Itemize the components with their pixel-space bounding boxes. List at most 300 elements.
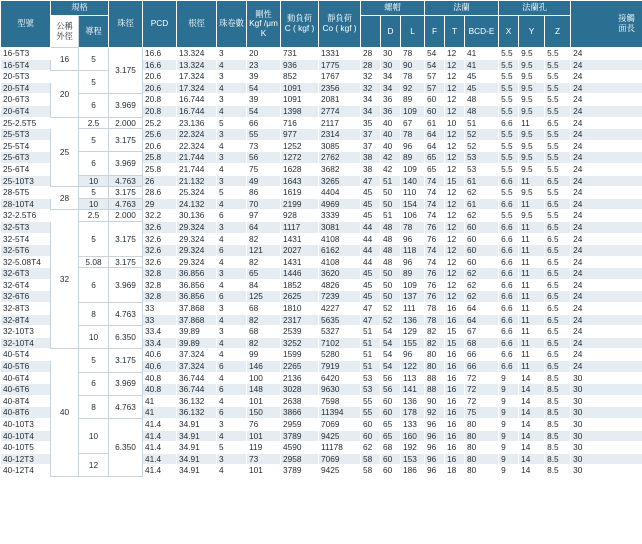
cell-mount-S: 24 bbox=[571, 163, 642, 175]
cell-mount-S: 24 bbox=[571, 117, 642, 129]
cell-stiffness: 101 bbox=[247, 395, 281, 407]
cell-fl-F: 90 bbox=[425, 395, 445, 407]
cell-nut-D: 32 bbox=[361, 71, 381, 83]
cell-dyn-load: 977 bbox=[281, 129, 319, 141]
cell-circuits: 3 bbox=[217, 152, 247, 164]
cell-root-dia: 34.91 bbox=[177, 419, 217, 431]
cell-nut-D: 62 bbox=[361, 442, 381, 454]
cell-fh-X: 5.5 bbox=[499, 129, 519, 141]
cell-stiffness: 55 bbox=[247, 129, 281, 141]
cell-static-load: 4969 bbox=[319, 198, 361, 210]
cell-mount-S: 24 bbox=[571, 48, 642, 60]
cell-pcd: 33.4 bbox=[143, 337, 177, 349]
cell-lead: 10 bbox=[79, 326, 109, 349]
cell-nut-D2: 56 bbox=[381, 384, 401, 396]
cell-fh-X: 6.6 bbox=[499, 303, 519, 315]
cell-fl-F: 76 bbox=[425, 221, 445, 233]
cell-static-load: 4227 bbox=[319, 303, 361, 315]
cell-model: 40-10T4 bbox=[1, 430, 51, 442]
cell-static-load: 1775 bbox=[319, 59, 361, 71]
cell-fl-F: 74 bbox=[425, 210, 445, 222]
cell-nut-L: 153 bbox=[401, 453, 425, 465]
cell-stiffness: 70 bbox=[247, 198, 281, 210]
cell-fl-T: 12 bbox=[445, 140, 465, 152]
cell-nominal-od: 16 bbox=[51, 48, 79, 71]
cell-dyn-load: 1398 bbox=[281, 105, 319, 117]
cell-fh-X: 5.5 bbox=[499, 163, 519, 175]
cell-fh-Z: 8.5 bbox=[545, 465, 571, 477]
cell-model: 32-6T3 bbox=[1, 268, 51, 280]
cell-fh-Z: 5.5 bbox=[545, 59, 571, 71]
cell-model: 25-6T4 bbox=[1, 163, 51, 175]
cell-ball-dia: 4.763 bbox=[109, 198, 143, 210]
cell-fh-Z: 8.5 bbox=[545, 453, 571, 465]
table-header bbox=[1, 1, 642, 48]
cell-mount-S: 24 bbox=[571, 337, 642, 349]
cell-mount-S: 24 bbox=[571, 152, 642, 164]
cell-fh-Y: 14 bbox=[519, 430, 545, 442]
cell-fl-F: 92 bbox=[425, 407, 445, 419]
cell-fl-F: 74 bbox=[425, 245, 445, 257]
cell-fl-BCD: 80 bbox=[465, 453, 499, 465]
cell-fl-T: 12 bbox=[445, 152, 465, 164]
cell-nut-D: 44 bbox=[361, 245, 381, 257]
cell-nut-L: 141 bbox=[401, 384, 425, 396]
cell-stiffness: 64 bbox=[247, 221, 281, 233]
cell-dyn-load: 3866 bbox=[281, 407, 319, 419]
cell-pcd: 20.6 bbox=[143, 82, 177, 94]
cell-fh-X: 6.6 bbox=[499, 291, 519, 303]
cell-fh-Y: 9.5 bbox=[519, 59, 545, 71]
cell-root-dia: 23.136 bbox=[177, 117, 217, 129]
cell-nut-L: 89 bbox=[401, 152, 425, 164]
cell-fl-T: 16 bbox=[445, 395, 465, 407]
cell-circuits: 6 bbox=[217, 245, 247, 257]
cell-root-dia: 34.91 bbox=[177, 430, 217, 442]
cell-dyn-load: 1628 bbox=[281, 163, 319, 175]
cell-nut-L: 122 bbox=[401, 361, 425, 373]
cell-fh-X: 5.5 bbox=[499, 71, 519, 83]
cell-dyn-load: 2625 bbox=[281, 291, 319, 303]
cell-ball-dia: 3.175 bbox=[109, 349, 143, 372]
cell-stiffness: 75 bbox=[247, 163, 281, 175]
cell-nut-L: 192 bbox=[401, 442, 425, 454]
cell-nut-L: 92 bbox=[401, 82, 425, 94]
cell-fl-T: 16 bbox=[445, 442, 465, 454]
cell-nut-L: 78 bbox=[401, 221, 425, 233]
cell-mount-S: 24 bbox=[571, 303, 642, 315]
cell-fl-T: 12 bbox=[445, 279, 465, 291]
table-row bbox=[1, 152, 642, 164]
cell-nut-L: 136 bbox=[401, 314, 425, 326]
cell-nut-L: 160 bbox=[401, 430, 425, 442]
cell-fh-Z: 6.5 bbox=[545, 279, 571, 291]
cell-pcd: 32.6 bbox=[143, 221, 177, 233]
cell-fl-BCD: 72 bbox=[465, 395, 499, 407]
cell-lead: 5.08 bbox=[79, 256, 109, 268]
cell-lead: 5 bbox=[79, 349, 109, 372]
cell-fl-BCD: 62 bbox=[465, 187, 499, 199]
cell-fl-T: 12 bbox=[445, 129, 465, 141]
table-row bbox=[1, 221, 642, 233]
cell-nut-L: 110 bbox=[401, 187, 425, 199]
cell-fh-Z: 6.5 bbox=[545, 245, 571, 257]
cell-nut-L: 96 bbox=[401, 233, 425, 245]
col-fh-X: X bbox=[499, 16, 519, 48]
cell-static-load: 9425 bbox=[319, 465, 361, 477]
cell-fh-Y: 9.5 bbox=[519, 163, 545, 175]
cell-mount-S: 30 bbox=[571, 442, 642, 454]
cell-static-load: 6162 bbox=[319, 245, 361, 257]
cell-fl-F: 88 bbox=[425, 384, 445, 396]
cell-model: 40-12T3 bbox=[1, 453, 51, 465]
cell-pcd: 41.4 bbox=[143, 419, 177, 431]
cell-ball-dia: 3.175 bbox=[109, 221, 143, 256]
cell-fh-Z: 5.5 bbox=[545, 82, 571, 94]
table-row bbox=[1, 256, 642, 268]
cell-pcd: 32.8 bbox=[143, 291, 177, 303]
col-nut-D: D bbox=[381, 16, 401, 48]
cell-circuits: 4 bbox=[217, 198, 247, 210]
cell-fl-F: 60 bbox=[425, 105, 445, 117]
cell-nut-L: 78 bbox=[401, 129, 425, 141]
cell-circuits: 3 bbox=[217, 94, 247, 106]
cell-nut-D2: 60 bbox=[381, 453, 401, 465]
cell-dyn-load: 3789 bbox=[281, 465, 319, 477]
cell-circuits: 4 bbox=[217, 465, 247, 477]
cell-root-dia: 37.324 bbox=[177, 349, 217, 361]
cell-fh-Y: 14 bbox=[519, 465, 545, 477]
cell-nut-D: 51 bbox=[361, 337, 381, 349]
cell-nut-D2: 48 bbox=[381, 245, 401, 257]
cell-ball-dia: 2.000 bbox=[109, 210, 143, 222]
cell-dyn-load: 936 bbox=[281, 59, 319, 71]
cell-dyn-load: 3252 bbox=[281, 337, 319, 349]
cell-fl-BCD: 75 bbox=[465, 407, 499, 419]
cell-nut-D: 37 bbox=[361, 129, 381, 141]
col-fh-Z: Z bbox=[545, 16, 571, 48]
cell-nut-D: 45 bbox=[361, 198, 381, 210]
cell-circuits: 4 bbox=[217, 163, 247, 175]
cell-model: 40-5T4 bbox=[1, 349, 51, 361]
table-row bbox=[1, 268, 642, 280]
cell-fl-F: 96 bbox=[425, 442, 445, 454]
cell-static-load: 5635 bbox=[319, 314, 361, 326]
cell-nut-D2: 52 bbox=[381, 303, 401, 315]
cell-fh-Y: 14 bbox=[519, 384, 545, 396]
col-circuits: 珠卷數 bbox=[217, 1, 247, 48]
cell-fl-F: 76 bbox=[425, 233, 445, 245]
cell-pcd: 41.4 bbox=[143, 465, 177, 477]
cell-fh-Z: 5.5 bbox=[545, 105, 571, 117]
cell-pcd: 33.4 bbox=[143, 326, 177, 338]
cell-fl-BCD: 72 bbox=[465, 384, 499, 396]
cell-dyn-load: 3789 bbox=[281, 430, 319, 442]
cell-fh-Y: 14 bbox=[519, 407, 545, 419]
cell-static-load: 2117 bbox=[319, 117, 361, 129]
table-row bbox=[1, 419, 642, 431]
cell-fl-F: 76 bbox=[425, 291, 445, 303]
cell-stiffness: 54 bbox=[247, 105, 281, 117]
cell-fh-X: 5.5 bbox=[499, 187, 519, 199]
cell-static-load: 9425 bbox=[319, 430, 361, 442]
cell-fh-X: 5.5 bbox=[499, 82, 519, 94]
cell-model: 25-5T3 bbox=[1, 129, 51, 141]
cell-fh-X: 9 bbox=[499, 395, 519, 407]
table-row bbox=[1, 372, 642, 384]
cell-nut-L: 129 bbox=[401, 326, 425, 338]
cell-fl-F: 80 bbox=[425, 361, 445, 373]
cell-fl-T: 16 bbox=[445, 361, 465, 373]
cell-nut-D: 51 bbox=[361, 361, 381, 373]
cell-static-load: 7069 bbox=[319, 419, 361, 431]
cell-lead: 10 bbox=[79, 419, 109, 454]
cell-fh-Z: 8.5 bbox=[545, 384, 571, 396]
cell-lead: 5 bbox=[79, 187, 109, 199]
cell-static-load: 2081 bbox=[319, 94, 361, 106]
col-flange: 法蘭 bbox=[425, 1, 499, 16]
cell-fh-X: 9 bbox=[499, 442, 519, 454]
cell-nut-D2: 56 bbox=[381, 372, 401, 384]
cell-fl-F: 74 bbox=[425, 198, 445, 210]
cell-circuits: 6 bbox=[217, 361, 247, 373]
cell-circuits: 5 bbox=[217, 442, 247, 454]
cell-root-dia: 21.744 bbox=[177, 152, 217, 164]
cell-fh-Z: 5.5 bbox=[545, 94, 571, 106]
cell-fl-BCD: 80 bbox=[465, 419, 499, 431]
cell-stiffness: 82 bbox=[247, 314, 281, 326]
cell-root-dia: 16.744 bbox=[177, 105, 217, 117]
cell-static-load: 2314 bbox=[319, 129, 361, 141]
cell-fh-X: 6.6 bbox=[499, 256, 519, 268]
cell-stiffness: 20 bbox=[247, 48, 281, 60]
cell-mount-S: 24 bbox=[571, 105, 642, 117]
cell-stiffness: 23 bbox=[247, 59, 281, 71]
cell-model: 40-8T4 bbox=[1, 395, 51, 407]
cell-fl-F: 57 bbox=[425, 71, 445, 83]
cell-circuits: 6 bbox=[217, 407, 247, 419]
cell-nut-D2: 51 bbox=[381, 175, 401, 187]
cell-stiffness: 121 bbox=[247, 245, 281, 257]
cell-pcd: 20.8 bbox=[143, 105, 177, 117]
cell-static-load: 2762 bbox=[319, 152, 361, 164]
cell-fh-X: 9 bbox=[499, 372, 519, 384]
cell-pcd: 20.6 bbox=[143, 71, 177, 83]
cell-stiffness: 84 bbox=[247, 279, 281, 291]
cell-mount-S: 24 bbox=[571, 326, 642, 338]
cell-root-dia: 21.132 bbox=[177, 175, 217, 187]
cell-fh-Y: 11 bbox=[519, 198, 545, 210]
cell-fl-F: 65 bbox=[425, 163, 445, 175]
cell-fl-T: 12 bbox=[445, 48, 465, 60]
cell-nut-D: 47 bbox=[361, 314, 381, 326]
cell-nut-D: 53 bbox=[361, 384, 381, 396]
cell-dyn-load: 1810 bbox=[281, 303, 319, 315]
cell-fh-Y: 9.5 bbox=[519, 140, 545, 152]
cell-model: 25-2.5T5 bbox=[1, 117, 51, 129]
cell-circuits: 4 bbox=[217, 140, 247, 152]
cell-mount-S: 24 bbox=[571, 210, 642, 222]
cell-mount-S: 24 bbox=[571, 94, 642, 106]
cell-stiffness: 100 bbox=[247, 372, 281, 384]
cell-fh-Z: 8.5 bbox=[545, 430, 571, 442]
cell-dyn-load: 1117 bbox=[281, 221, 319, 233]
col-model: 型號 bbox=[1, 1, 51, 48]
cell-fh-Y: 14 bbox=[519, 442, 545, 454]
cell-fh-Z: 5.5 bbox=[545, 210, 571, 222]
cell-nut-D: 44 bbox=[361, 221, 381, 233]
cell-fl-T: 16 bbox=[445, 303, 465, 315]
cell-model: 32-10T4 bbox=[1, 337, 51, 349]
cell-fh-X: 6.6 bbox=[499, 221, 519, 233]
cell-nut-D2: 60 bbox=[381, 407, 401, 419]
cell-circuits: 6 bbox=[217, 291, 247, 303]
cell-fh-Y: 9.5 bbox=[519, 129, 545, 141]
cell-lead: 6 bbox=[79, 372, 109, 395]
cell-fh-Y: 11 bbox=[519, 256, 545, 268]
cell-fl-F: 54 bbox=[425, 59, 445, 71]
cell-model: 32-6T6 bbox=[1, 291, 51, 303]
cell-fl-F: 96 bbox=[425, 465, 445, 477]
cell-static-load: 7102 bbox=[319, 337, 361, 349]
cell-fl-BCD: 66 bbox=[465, 349, 499, 361]
cell-nut-L: 109 bbox=[401, 279, 425, 291]
cell-dyn-load: 852 bbox=[281, 71, 319, 83]
cell-nut-D2: 52 bbox=[381, 314, 401, 326]
cell-dyn-load: 1272 bbox=[281, 152, 319, 164]
cell-pcd: 29 bbox=[143, 198, 177, 210]
cell-stiffness: 119 bbox=[247, 442, 281, 454]
cell-nut-L: 109 bbox=[401, 163, 425, 175]
cell-pcd: 32.8 bbox=[143, 268, 177, 280]
cell-dyn-load: 2027 bbox=[281, 245, 319, 257]
cell-fh-X: 6.6 bbox=[499, 268, 519, 280]
cell-pcd: 32.6 bbox=[143, 245, 177, 257]
cell-nut-L: 109 bbox=[401, 105, 425, 117]
cell-nut-L: 96 bbox=[401, 140, 425, 152]
cell-static-load: 2774 bbox=[319, 105, 361, 117]
cell-nut-L: 78 bbox=[401, 48, 425, 60]
cell-pcd: 33 bbox=[143, 314, 177, 326]
cell-root-dia: 39.89 bbox=[177, 326, 217, 338]
cell-pcd: 28.6 bbox=[143, 187, 177, 199]
cell-root-dia: 34.91 bbox=[177, 442, 217, 454]
cell-fh-X: 5.5 bbox=[499, 105, 519, 117]
cell-root-dia: 29.324 bbox=[177, 245, 217, 257]
cell-fh-Y: 11 bbox=[519, 291, 545, 303]
cell-nut-L: 186 bbox=[401, 465, 425, 477]
cell-fh-Y: 11 bbox=[519, 268, 545, 280]
col-spec: 規格 bbox=[51, 1, 109, 16]
cell-mount-S: 30 bbox=[571, 395, 642, 407]
cell-stiffness: 148 bbox=[247, 384, 281, 396]
cell-fl-BCD: 60 bbox=[465, 245, 499, 257]
cell-nut-D2: 54 bbox=[381, 337, 401, 349]
cell-static-load: 9630 bbox=[319, 384, 361, 396]
cell-static-load: 4404 bbox=[319, 187, 361, 199]
cell-nut-L: 154 bbox=[401, 198, 425, 210]
cell-pcd: 41.4 bbox=[143, 430, 177, 442]
table-row bbox=[1, 453, 642, 465]
cell-nut-D: 51 bbox=[361, 349, 381, 361]
cell-nut-D2: 40 bbox=[381, 129, 401, 141]
cell-nut-D2: 48 bbox=[381, 256, 401, 268]
cell-fh-Z: 6.5 bbox=[545, 198, 571, 210]
cell-nut-D: 58 bbox=[361, 465, 381, 477]
cell-stiffness: 49 bbox=[247, 175, 281, 187]
cell-stiffness: 68 bbox=[247, 303, 281, 315]
cell-fh-Y: 9.5 bbox=[519, 187, 545, 199]
cell-root-dia: 17.324 bbox=[177, 82, 217, 94]
cell-nut-D: 45 bbox=[361, 279, 381, 291]
cell-pcd: 26 bbox=[143, 175, 177, 187]
cell-dyn-load: 928 bbox=[281, 210, 319, 222]
cell-nut-L: 67 bbox=[401, 117, 425, 129]
cell-root-dia: 36.856 bbox=[177, 268, 217, 280]
cell-static-load: 3620 bbox=[319, 268, 361, 280]
col-static-load: 靜負荷 Co ( kgf ) bbox=[319, 1, 361, 48]
cell-circuits: 3 bbox=[217, 129, 247, 141]
cell-nut-D: 53 bbox=[361, 372, 381, 384]
cell-nut-D2: 40 bbox=[381, 117, 401, 129]
cell-root-dia: 36.856 bbox=[177, 291, 217, 303]
cell-circuits: 3 bbox=[217, 303, 247, 315]
cell-nut-L: 90 bbox=[401, 59, 425, 71]
cell-nut-D: 34 bbox=[361, 94, 381, 106]
cell-fl-BCD: 53 bbox=[465, 152, 499, 164]
cell-fh-Z: 8.5 bbox=[545, 419, 571, 431]
col-mount-face: 接觸 面長 bbox=[571, 1, 642, 48]
cell-ball-dia: 4.763 bbox=[109, 303, 143, 326]
cell-circuits: 3 bbox=[217, 453, 247, 465]
cell-stiffness: 68 bbox=[247, 326, 281, 338]
cell-stiffness: 82 bbox=[247, 256, 281, 268]
cell-circuits: 4 bbox=[217, 349, 247, 361]
cell-nut-D: 32 bbox=[361, 82, 381, 94]
cell-mount-S: 24 bbox=[571, 140, 642, 152]
cell-lead: 6 bbox=[79, 94, 109, 117]
cell-dyn-load: 1091 bbox=[281, 82, 319, 94]
cell-stiffness: 39 bbox=[247, 71, 281, 83]
cell-root-dia: 22.324 bbox=[177, 140, 217, 152]
col-fl-T: T bbox=[445, 16, 465, 48]
cell-model: 40-10T3 bbox=[1, 419, 51, 431]
cell-pcd: 41 bbox=[143, 407, 177, 419]
cell-ball-dia: 6.350 bbox=[109, 419, 143, 477]
cell-fl-F: 64 bbox=[425, 140, 445, 152]
cell-fl-T: 15 bbox=[445, 337, 465, 349]
cell-stiffness: 101 bbox=[247, 465, 281, 477]
cell-nut-D: 55 bbox=[361, 407, 381, 419]
cell-circuits: 3 bbox=[217, 71, 247, 83]
cell-circuits: 3 bbox=[217, 326, 247, 338]
cell-fl-BCD: 61 bbox=[465, 175, 499, 187]
cell-root-dia: 22.324 bbox=[177, 129, 217, 141]
cell-fh-Y: 14 bbox=[519, 419, 545, 431]
cell-nut-D2: 42 bbox=[381, 152, 401, 164]
cell-fl-F: 74 bbox=[425, 175, 445, 187]
cell-static-load: 7239 bbox=[319, 291, 361, 303]
cell-mount-S: 24 bbox=[571, 291, 642, 303]
cell-lead: 2.5 bbox=[79, 117, 109, 129]
cell-pcd: 40.8 bbox=[143, 372, 177, 384]
table-row bbox=[1, 94, 642, 106]
cell-nut-L: 136 bbox=[401, 395, 425, 407]
cell-stiffness: 99 bbox=[247, 349, 281, 361]
cell-fl-T: 12 bbox=[445, 71, 465, 83]
cell-stiffness: 97 bbox=[247, 210, 281, 222]
cell-fh-X: 9 bbox=[499, 384, 519, 396]
